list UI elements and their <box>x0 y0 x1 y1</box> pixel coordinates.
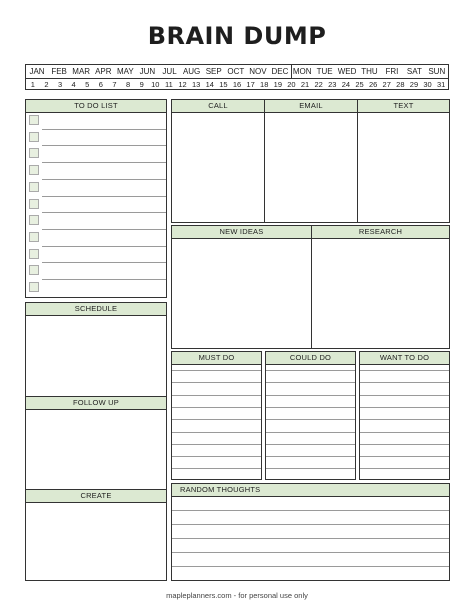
writing-line <box>172 395 261 396</box>
day-number: 16 <box>232 80 242 89</box>
todo-checkbox[interactable] <box>29 165 39 175</box>
todo-line <box>42 279 166 280</box>
writing-line <box>172 538 449 539</box>
todo-line <box>42 129 166 130</box>
day-number: 1 <box>30 80 35 89</box>
month-label: NOV <box>249 67 267 76</box>
weekday-label: MON <box>292 67 312 76</box>
writing-line <box>360 395 449 396</box>
follow-up-header: FOLLOW UP <box>26 397 166 410</box>
text-header: TEXT <box>393 101 414 110</box>
weekday-label: FRI <box>385 67 399 76</box>
writing-line <box>360 456 449 457</box>
todo-list-header: TO DO LIST <box>26 100 166 113</box>
writing-line <box>172 382 261 383</box>
day-number: 19 <box>273 80 282 89</box>
ideas-section <box>171 225 450 349</box>
weekday-row <box>291 65 448 78</box>
month-label: JAN <box>29 67 45 76</box>
day-number: 23 <box>328 80 337 89</box>
month-label: SEP <box>205 67 222 76</box>
day-number: 13 <box>191 80 201 89</box>
divider <box>264 100 265 222</box>
divider <box>311 226 312 348</box>
day-number: 29 <box>409 80 419 89</box>
writing-line <box>266 382 355 383</box>
todo-line <box>42 229 166 230</box>
writing-line <box>360 382 449 383</box>
todo-line <box>42 162 166 163</box>
writing-line <box>360 370 449 371</box>
day-number: 27 <box>382 80 391 89</box>
day-number: 14 <box>205 80 214 89</box>
create-header: CREATE <box>26 490 166 503</box>
todo-checkbox[interactable] <box>29 115 39 125</box>
todo-checkbox[interactable] <box>29 265 39 275</box>
writing-line <box>266 407 355 408</box>
day-number: 31 <box>437 80 446 89</box>
day-number: 30 <box>423 80 432 89</box>
writing-line <box>266 419 355 420</box>
month-label: MAY <box>116 67 134 76</box>
must-do-header: MUST DO <box>172 352 261 365</box>
writing-line <box>266 432 355 433</box>
day-row <box>26 78 448 91</box>
call-header: CALL <box>208 101 228 110</box>
day-number: 8 <box>126 80 131 89</box>
day-number: 2 <box>44 80 49 89</box>
day-number: 9 <box>139 80 144 89</box>
month-label: FEB <box>51 67 67 76</box>
writing-line <box>172 524 449 525</box>
writing-line <box>172 552 449 553</box>
writing-line <box>172 419 261 420</box>
random-thoughts-header: RANDOM THOUGHTS <box>172 484 449 497</box>
day-number: 25 <box>355 80 364 89</box>
day-number: 5 <box>85 80 90 89</box>
month-label: DEC <box>271 67 289 76</box>
writing-line <box>266 456 355 457</box>
random-thoughts-section <box>171 483 450 581</box>
day-number: 15 <box>219 80 228 89</box>
writing-line <box>172 456 261 457</box>
writing-line <box>172 432 261 433</box>
day-number: 17 <box>246 80 255 89</box>
day-number: 3 <box>57 80 63 89</box>
day-number: 28 <box>396 80 405 89</box>
could-do-section <box>265 351 356 480</box>
email-header: EMAIL <box>299 101 323 110</box>
day-number: 10 <box>151 80 160 89</box>
weekday-label: SAT <box>406 67 422 76</box>
todo-line <box>42 179 166 180</box>
divider <box>357 100 358 222</box>
new-ideas-header: NEW IDEAS <box>219 227 264 236</box>
writing-line <box>360 432 449 433</box>
footer-text: mapleplanners.com - for personal use only <box>166 591 308 600</box>
writing-line <box>360 419 449 420</box>
todo-checkbox[interactable] <box>29 182 39 192</box>
writing-line <box>360 407 449 408</box>
month-label: JUL <box>162 67 177 76</box>
month-label: JUN <box>139 67 156 76</box>
todo-checkbox[interactable] <box>29 199 39 209</box>
todo-list-section <box>25 99 167 298</box>
must-do-section <box>171 351 262 480</box>
writing-line <box>172 370 261 371</box>
month-label: APR <box>95 67 112 76</box>
day-number: 21 <box>300 80 310 89</box>
research-header: RESEARCH <box>358 227 403 236</box>
writing-line <box>266 395 355 396</box>
weekday-label: SUN <box>428 67 446 76</box>
writing-line <box>360 468 449 469</box>
schedule-section <box>25 302 167 581</box>
todo-line <box>42 196 166 197</box>
contact-section <box>171 99 450 223</box>
writing-line <box>172 566 449 567</box>
schedule-header: SCHEDULE <box>26 303 166 316</box>
writing-line <box>360 444 449 445</box>
day-number: 24 <box>341 80 351 89</box>
month-row <box>26 65 292 78</box>
day-number: 6 <box>98 80 103 89</box>
todo-line <box>42 145 166 146</box>
writing-line <box>172 444 261 445</box>
todo-checkbox[interactable] <box>29 232 39 242</box>
day-number: 11 <box>165 80 173 89</box>
want-to-do-section <box>359 351 450 480</box>
date-strip <box>25 64 449 90</box>
weekday-label: THU <box>361 67 378 76</box>
day-number: 7 <box>112 80 117 89</box>
month-label: MAR <box>72 67 91 76</box>
month-label: AUG <box>182 67 201 76</box>
todo-line <box>42 212 166 213</box>
weekday-label: TUE <box>316 67 333 76</box>
day-number: 22 <box>314 80 323 89</box>
could-do-header: COULD DO <box>266 352 355 365</box>
writing-line <box>266 468 355 469</box>
todo-line <box>42 246 166 247</box>
todo-checkbox[interactable] <box>29 215 39 225</box>
todo-checkbox[interactable] <box>29 282 39 292</box>
day-number: 12 <box>178 80 187 89</box>
page-title: BRAIN DUMP <box>147 22 327 50</box>
writing-line <box>266 444 355 445</box>
want-to-do-header: WANT TO DO <box>360 352 449 365</box>
todo-checkbox[interactable] <box>29 249 39 259</box>
day-number: 20 <box>287 80 296 89</box>
weekday-label: WED <box>337 67 357 76</box>
todo-checkbox[interactable] <box>29 148 39 158</box>
writing-line <box>266 370 355 371</box>
writing-line <box>172 510 449 511</box>
writing-line <box>172 468 261 469</box>
writing-line <box>172 407 261 408</box>
day-number: 4 <box>71 80 76 89</box>
todo-checkbox[interactable] <box>29 132 39 142</box>
day-number: 26 <box>368 80 378 89</box>
month-label: OCT <box>227 67 245 76</box>
day-number: 18 <box>260 80 269 89</box>
todo-line <box>42 262 166 263</box>
